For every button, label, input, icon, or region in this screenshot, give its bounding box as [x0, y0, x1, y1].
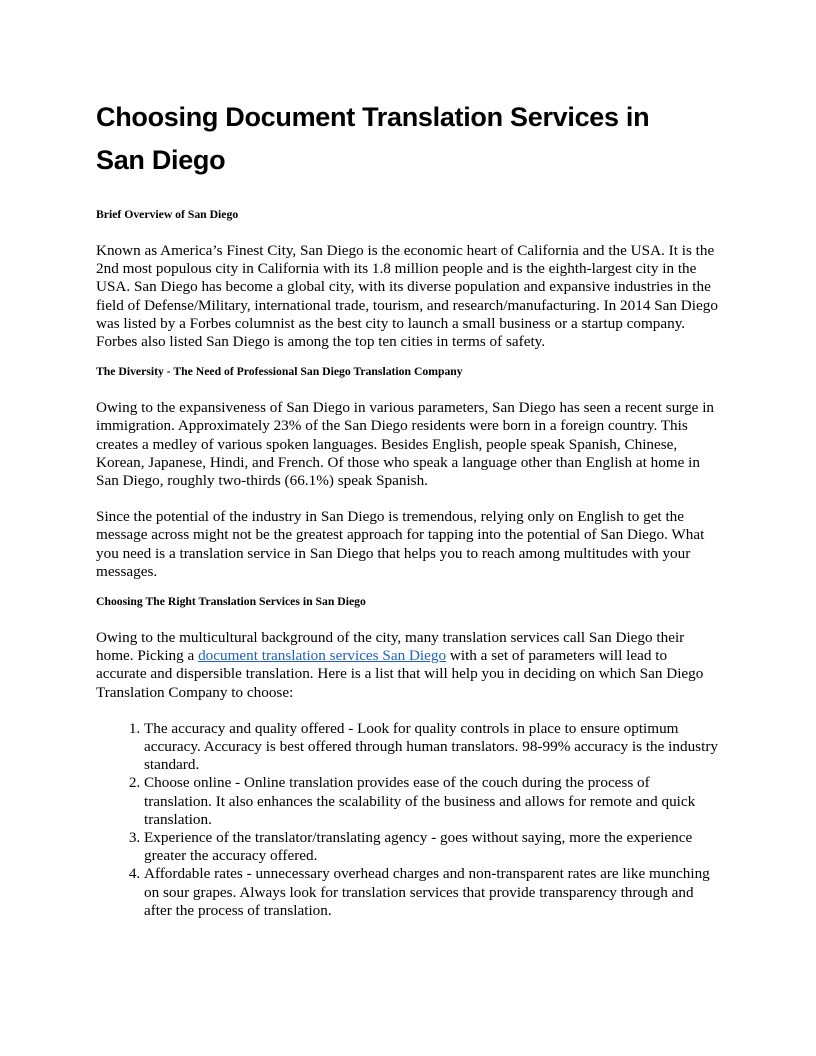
choosing-text-after: with a set of parameters will lead to accurate and dispersible translation. Here is a list that will help you in deciding on which San Diego Translation Company to choose:: [96, 647, 704, 701]
choosing-text-before: Owing to the multicultural background of the city, many translation services call San Diego their home. Picking a: [96, 629, 685, 665]
list-item: 2. Choose online - Online translation provides ease of the couch during the process of translation. It also enhances the scalability of the business and allows for remote and quick translation.: [144, 774, 720, 829]
heading-overview: Brief Overview of San Diego: [96, 208, 239, 221]
heading-diversity: The Diversity - The Need of Professional San Diego Translation Company: [96, 365, 463, 379]
list-item: 1. The accuracy and quality offered - Look for quality controls in place to ensure optimum accuracy. Accuracy is best offered through human translators. 98-99% accuracy is the industry standard.: [144, 720, 720, 775]
heading-choosing: Choosing The Right Translation Services in San Diego: [96, 595, 366, 609]
page-title: Choosing Document Translation Services in San Diego: [96, 102, 650, 175]
translation-services-link[interactable]: document translation services San Diego: [198, 647, 447, 665]
paragraph-potential: Since the potential of the industry in San Diego is tremendous, relying only on English to get the message across might not be the greatest approach for tapping into the potential of San Diego. What you need is a translation service in San Diego that helps you to reach among multitudes with your messages.: [96, 508, 705, 580]
paragraph-diversity: Owing to the expansiveness of San Diego in various parameters, San Diego has seen a recent surge in immigration. Approximately 23% of the San Diego residents were born in a foreign country. This creates a medley of various spoken languages. Besides English, people speak Spanish, Chinese, Korean, Japanese, Hindi, and French. Of those who speak a language other than English at home in San Diego, roughly two-thirds (66.1%) speak Spanish.: [96, 399, 715, 490]
paragraph-choosing: [96, 629, 720, 702]
criteria-list: [96, 720, 720, 920]
list-item: 4. Affordable rates - unnecessary overhead charges and non-transparent rates are like munching on sour grapes. Always look for translation services that provide transparency through and after the process of translation.: [144, 865, 720, 920]
paragraph-overview: Known as America’s Finest City, San Diego is the economic heart of California and the USA. It is the 2nd most populous city in California with its 1.8 million people and is the eighth-largest city in the USA. San Diego has become a global city, with its diverse population and expansive industries in the field of Defense/Military, international trade, tourism, and research/manufacturing. In 2014 San Diego was listed by a Forbes columnist as the best city to launch a small business or a startup company. Forbes also listed San Diego is among the top ten cities in terms of safety.: [96, 242, 718, 351]
list-item: 3. Experience of the translator/translating agency - goes without saying, more the experience greater the accuracy offered.: [144, 829, 720, 865]
